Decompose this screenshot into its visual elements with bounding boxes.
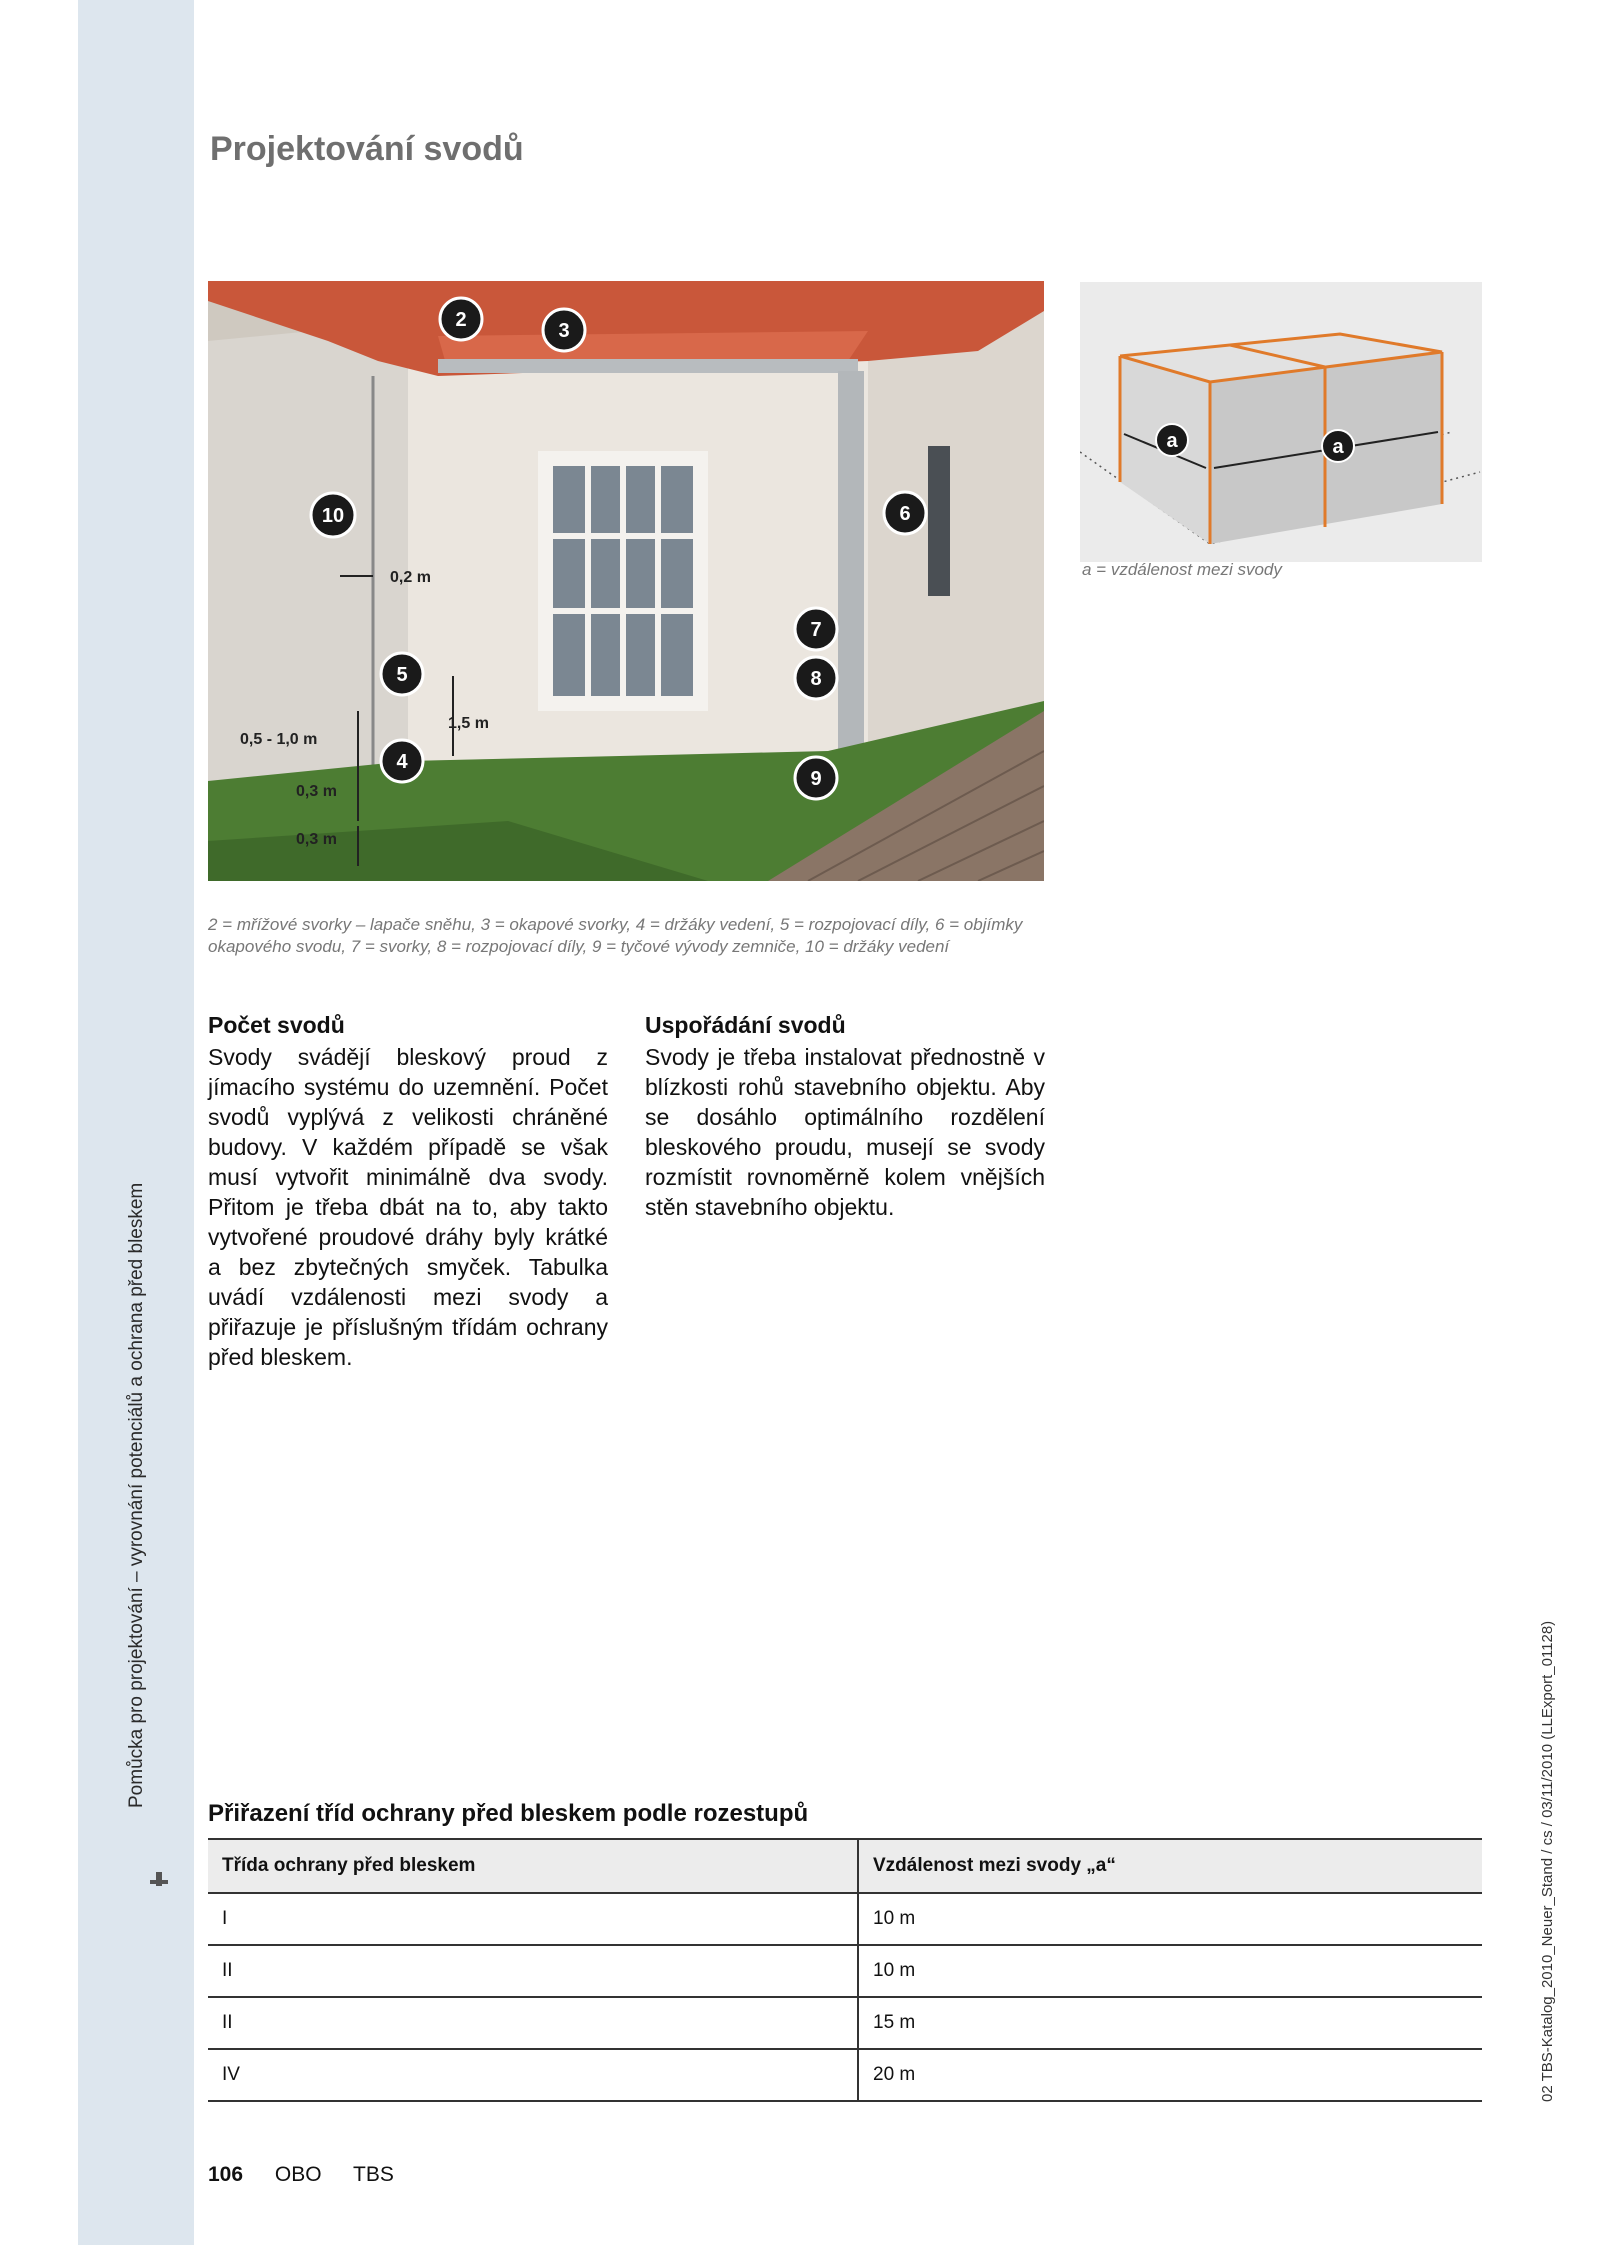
- product-name: TBS: [353, 2163, 394, 2186]
- table-cell: IV: [208, 2049, 858, 2101]
- svg-text:2: 2: [455, 309, 467, 331]
- marker-10: [311, 493, 355, 537]
- page-title: Projektování svodů: [210, 130, 524, 168]
- spacing-schematic: [1080, 282, 1482, 562]
- svg-text:7: 7: [810, 619, 822, 641]
- column-header: Vzdálenost mezi svody „a“: [858, 1839, 1482, 1893]
- table-row: [208, 2049, 1482, 2101]
- marker-3: [543, 309, 585, 351]
- marker-6: [884, 492, 926, 534]
- table-cell: I: [208, 1893, 858, 1945]
- marker-5: [381, 653, 423, 695]
- export-slug: 02 TBS-Katalog_2010_Neuer_Stand / cs / 03/11/2010 (LLExport_01128): [1539, 1620, 1556, 2102]
- side-running-title: Pomůcka pro projektování – vyrovnání potenciálů a ochrana před bleskem: [126, 1182, 147, 1808]
- table-cell: 20 m: [858, 2049, 1482, 2101]
- marker-7: [795, 608, 837, 650]
- section-arrangement: [645, 1012, 1045, 1222]
- svg-text:a: a: [1332, 436, 1344, 458]
- svg-text:a: a: [1166, 430, 1178, 452]
- section-heading: Uspořádání svodů: [645, 1012, 846, 1038]
- svg-text:10: 10: [321, 505, 345, 527]
- dimension-label: 0,5 - 1,0 m: [240, 731, 318, 748]
- section-body: Svody je třeba instalovat přednostně v blízkosti rohů stavebního objektu. Aby se dosáhlo optimálního rozdělení bleskového proudu, musejí se svody rozmístit rovnoměrně kolem vnějších stěn stavebního objektu.: [645, 1044, 1045, 1220]
- svg-text:3: 3: [558, 320, 570, 342]
- table-row: [208, 1945, 1482, 1997]
- brand-name: OBO: [274, 2163, 322, 2186]
- dimension-label: 0,3 m: [296, 831, 337, 848]
- marker-8: [795, 657, 837, 699]
- table-cell: 10 m: [858, 1945, 1482, 1997]
- schematic-caption: a = vzdálenost mezi svody: [1082, 560, 1282, 579]
- section-count: [208, 1012, 608, 1372]
- marker-9: [795, 757, 837, 799]
- dimension-label: 0,3 m: [296, 783, 337, 800]
- table-cell: II: [208, 1945, 858, 1997]
- table-cell: 10 m: [858, 1893, 1482, 1945]
- table-row: [208, 1893, 1482, 1945]
- table-cell: II: [208, 1997, 858, 2049]
- svg-text:6: 6: [899, 503, 911, 525]
- lightning-icon: [148, 1870, 170, 1890]
- dimension-label: 1,5 m: [448, 715, 489, 732]
- marker-a: [1156, 424, 1188, 456]
- svg-text:8: 8: [810, 668, 822, 690]
- dimension-label: 0,2 m: [390, 569, 431, 586]
- photo-caption: 2 = mřížové svorky – lapače sněhu, 3 = okapové svorky, 4 = držáky vedení, 5 = rozpojovací díly, 6 = objímky okapového svodu, 7 = svorky, 8 = rozpojovací díly, 9 = tyčové vývody zemniče, 10 = držáky vedení: [208, 915, 1023, 956]
- column-header: Třída ochrany před bleskem: [208, 1839, 858, 1893]
- table-header-row: [208, 1839, 1482, 1893]
- section-body: Svody svádějí bleskový proud z jímacího systému do uzemnění. Počet svodů vyplývá z velikosti chráněné budovy. V každém případě se však musí vytvořit minimálně dva svody. Přitom je třeba dbát na to, aby takto vytvořené proudové dráhy byly krátké a bez zbytečných smyček. Tabulka uvádí vzdálenosti mezi svody a přiřazuje je příslušným třídám ochrany před bleskem.: [208, 1044, 608, 1370]
- house-photo: [208, 281, 1044, 881]
- marker-a: [1322, 430, 1354, 462]
- marker-2: [440, 298, 482, 340]
- table-row: [208, 1997, 1482, 2049]
- table-heading: Přiřazení tříd ochrany před bleskem podle rozestupů: [208, 1800, 809, 1827]
- page-number: 106: [208, 2163, 244, 2186]
- marker-4: [381, 740, 423, 782]
- section-heading: Počet svodů: [208, 1012, 345, 1038]
- protection-class-table: [208, 1838, 1482, 2102]
- table-cell: 15 m: [858, 1997, 1482, 2049]
- page-footer: [208, 2163, 394, 2187]
- svg-text:9: 9: [810, 768, 822, 790]
- svg-text:5: 5: [396, 664, 408, 686]
- svg-text:4: 4: [396, 751, 408, 773]
